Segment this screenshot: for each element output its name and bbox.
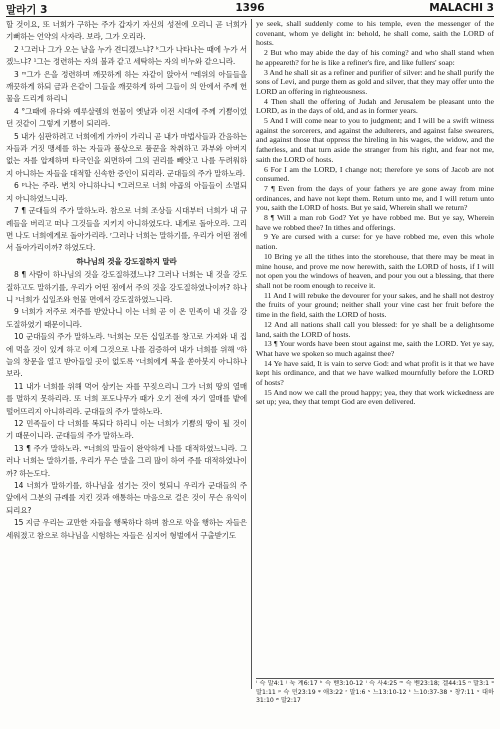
verse-en-11: 11 And I will rebuke the devourer for your sakes, and he shall not destroy the fruits of your ground; neither shall your vine cast her fruit before the time in the field, saith the LORD of hosts. [256,290,494,320]
verse-ko-2: 2 ¹그러나 그가 오는 날을 누가 견디겠느냐? ᵏ그가 나타나는 때에 누가 서겠느냐? ¹그는 정련하는 자의 불과 같고 세탁하는 자의 비누와 같으니라. [6,44,247,67]
footnote-rule [256,678,494,679]
verse-en-3: 3 And he shall sit as a refiner and purifier of silver: and he shall purify the sons of Levi, and purge them as gold and silver, that they may offer unto the LORD an offering in righteousness. [256,67,494,96]
verse-ko-10: 10 군대들의 주가 말하노라. ᵗ너희는 모든 십일조를 창고로 가져와 내 집에 먹을 것이 있게 하고 이제 그것으로 나를 검증하여 내가 너희를 위해 ᵘ하늘의 창문을 열고 받아들일 곳이 없도록 ᵛ너희에게 복을 쏟아붓지 아니하나 보라. [6,332,247,379]
verse-ko-7: 7 ¶ 군대들의 주가 말하노라. 참으로 너희 조상들 시대부터 너희가 내 규례들을 버리고 떠나 그것들을 지키지 아니하였도다. 내게로 돌아오라. 그리면 나도 너희에게로 돌아가리라. ʳ그러나 너희는 말하기를, 우리가 어떤 점에서 돌아가리이까? 하였도다. [6,206,247,253]
page-number: 1396 [235,2,265,14]
verse-ko-6: 6 ᵖ나는 주라. 변치 아니하나니 ᵠ그러므로 너희 야곱의 아들들이 소멸되지 아니하였느니라. [6,181,247,203]
section-heading: 하나님의 것을 강도질하지 말라 [76,256,177,266]
verse-ko-1-cont: 할 것이요, 또 너희가 구하는 주가 갑자기 자신의 성전에 오리니 곧 너희가 기뻐하는 언약의 사자라. 보라, 그가 오리라. [6,20,247,42]
verse-en-8: 8 ¶ Will a man rob God? Yet ye have robbed me. But ye say, Wherein have we robbed thee? In tithes and offerings. [256,213,494,232]
cross-reference-footnotes: ⁱ 슥 말4:1 ʲ 눅 계6:17 ᵏ 슥 벧3:10-12 ˡ 슥 사4:25 ᵐ 슥 벧23:18; 겔44:15 ⁿ 말3:1 ᵒ 말1:11 ᵖ 슥 민23:19 ᵠ 애3:22 ʳ 말1:6 ˢ 느13:10-12 ᵗ 느10:37-38 ᵘ 창7:11 ᵛ 대하31:10 ʷ 말2:17 [256,680,494,705]
header-book-english: MALACHI 3 [429,2,494,14]
korean-column [6,19,247,689]
verse-en-5: 5 And I will come near to you to judgment; and I will be a swift witness against the sorcerers, and against the adulterers, and against false swearers, and against those that oppress the hireling in his wages, the widow, and the fatherless, and that turn aside the stranger from his right, and fear not me, saith the LORD of hosts. [256,116,494,164]
verse-ko-13: 13 ¶ 주가 말하노라. ʷ너희의 말들이 완악하게 나를 대적하였느니라. 그러나 너희는 말하기를, 우리가 무슨 말을 그리 많이 하여 주를 대적하였나이까? 하는도다. [6,443,247,478]
verse-en-14: 14 Ye have said, It is vain to serve God: and what profit is it that we have kept his ordinance, and that we have walked mournfully before the LORD of hosts? [256,358,494,388]
verse-ko-3: 3 ᵐ그가 은을 정련하며 깨끗하게 하는 자같이 앉아서 ⁿ레위의 아들들을 깨끗하게 하되 금과 은같이 그들을 깨끗하게 하여 그들이 의 안에서 주께 헌물을 드리게 하리니 [6,69,247,104]
verse-en-15: 15 And now we call the proud happy; yea, they that work wickedness are set up; yea, they that tempt God are even delivered. [256,387,494,407]
verse-en-1-cont: ye seek, shall suddenly come to his temple, even the messenger of the covenant, whom ye delight in: behold, he shall come, saith the LORD of hosts. [256,19,494,48]
verse-en-9: 9 Ye are cursed with a curse: for ye have robbed me, even this whole nation. [256,232,494,252]
verse-ko-14: 14 너희가 말하기를, 하나님을 섬기는 것이 헛되니 우리가 군대들의 주 앞에서 그분의 규례를 지킨 것과 애통하는 마음으로 걸은 것이 무슨 유익이 되리요? [6,481,247,515]
verse-en-6: 6 For I am the LORD, I change not; therefore ye sons of Jacob are not consumed. [256,164,494,184]
verse-en-10: 10 Bring ye all the tithes into the storehouse, that there may be meat in mine house, and prove me now herewith, saith the LORD of hosts, if I will not open you the windows of heaven, and pour you out a blessing, that there shall not be room enough to receive it. [256,251,494,290]
header-rule [6,16,494,17]
verse-ko-9: 9 너희가 저주로 저주를 받았나니 이는 너희 곧 이 온 민족이 내 것을 강도질하였기 때문이니라. [6,307,247,329]
verse-en-12: 12 And all nations shall call you blessed: for ye shall be a delightsome land, saith the LORD of hosts. [256,319,494,339]
verse-ko-5: 5 내가 심판하려고 너희에게 가까이 가리니 곧 내가 마법사들과 간음하는 자들과 거짓 맹세를 하는 자들과 품삯으로 품꾼을 착취하고 과부와 아버지 없는 자를 압제하며 타국인을 외면하여 그의 권리를 빼앗고 나를 두려워하지 아니하는 자들을 대적할 신속한 증인이 되리라. 군대들의 주가 말하노라. [6,131,247,178]
header-book-korean: 말라기 3 [6,4,48,16]
english-column [256,19,494,674]
verse-en-13: 13 ¶ Your words have been stout against me, saith the LORD. Yet ye say, What have we spoken so much against thee? [256,339,494,358]
verse-en-7: 7 ¶ Even from the days of your fathers ye are gone away from mine ordinances, and have not kept them. Return unto me, and I will return unto you, saith the LORD of hosts. But ye said, Wherein shall we return? [256,183,494,213]
verse-en-4: 4 Then shall the offering of Judah and Jerusalem be pleasant unto the LORD, as in the days of old, and as in former years. [256,96,494,116]
verse-ko-15: 15 지금 우리는 교만한 자들을 행복하다 하며 참으로 악을 행하는 자들은 세워졌고 참으로 하나님을 시험하는 자들은 심지어 형벌에서 구출받기도 [6,518,247,540]
page-header [6,2,494,16]
verse-ko-8: 8 ¶ 사람이 하나님의 것을 강도질하겠느냐? 그러나 너희는 내 것을 강도질하고도 말하기를, 우리가 어떤 점에서 주의 것을 강도질하였나이까? 하나니 ˢ너희가 십일조와 헌물 면에서 강도질하였느니라. [6,270,247,304]
verse-ko-11: 11 내가 너희를 위해 먹어 삼키는 자를 꾸짖으리니 그가 너희 땅의 열매를 멸하지 못하리라. 또 너희 포도나무가 때가 오기 전에 자기 열매를 밭에 떨어뜨리지 아니하리라. 군대들의 주가 말하노라. [6,381,247,416]
column-divider [251,19,252,689]
verse-ko-4: 4 °그때에 유다와 예루살렘의 헌물이 옛날과 이전 시대에 주께 기쁨이었던 것같이 그렇게 기쁨이 되리라. [6,106,247,129]
verse-ko-12: 12 민족들이 다 너희를 복되다 하리니 이는 너희가 기쁨의 땅이 될 것이기 때문이니라. 군대들의 주가 말하노라. [6,419,247,441]
verse-en-2: 2 But who may abide the day of his coming? and who shall stand when he appeareth? for he is like a refiner's fire, and like fullers' soap: [256,48,494,67]
